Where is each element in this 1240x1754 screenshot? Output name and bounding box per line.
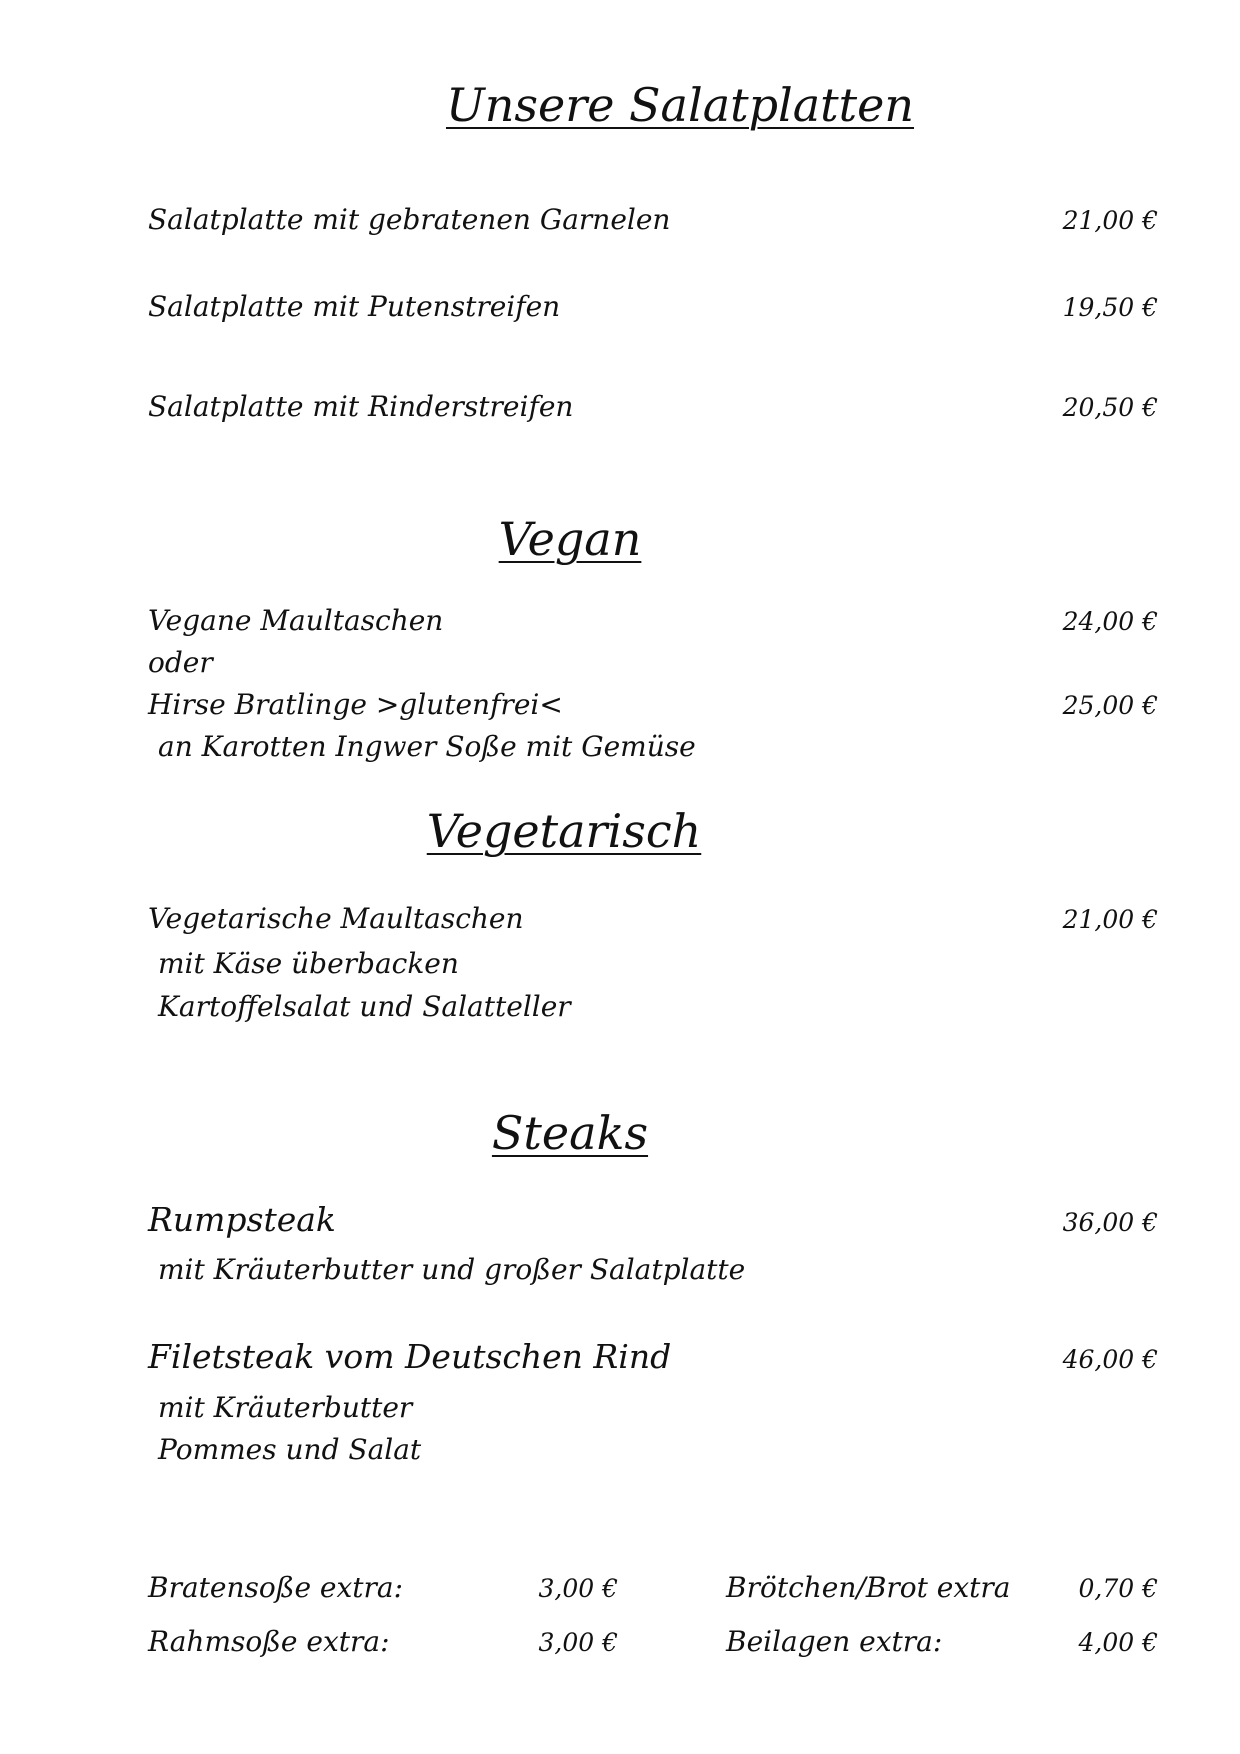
menu-item-name: Rumpsteak (148, 1200, 336, 1239)
menu-item-description: mit Kräuterbutter (158, 1391, 413, 1424)
menu-item-price: 20,50 € (1062, 393, 1158, 422)
menu-item-name: Salatplatte mit Rinderstreifen (148, 390, 574, 423)
section-title-vegan: Vegan (498, 512, 642, 566)
extra-name: Brötchen/Brot extra (726, 1571, 1011, 1604)
menu-item-or: oder (148, 646, 213, 679)
menu-item-price: 36,00 € (1062, 1208, 1158, 1237)
menu-item-description: mit Kräuterbutter und großer Salatplatte (158, 1253, 746, 1286)
extra-price: 0,70 € (1078, 1574, 1158, 1603)
menu-item-price: 21,00 € (1062, 905, 1158, 934)
extra-name: Bratensoße extra: (148, 1571, 404, 1604)
extra-price: 3,00 € (538, 1628, 618, 1657)
extra-price: 3,00 € (538, 1574, 618, 1603)
menu-item-description: mit Käse überbacken (158, 947, 459, 980)
menu-item-name: Filetsteak vom Deutschen Rind (148, 1337, 672, 1376)
menu-item-name: Vegetarische Maultaschen (148, 902, 524, 935)
menu-item-price: 25,00 € (1062, 691, 1158, 720)
menu-item-name: Vegane Maultaschen (148, 604, 444, 637)
menu-item-price: 21,00 € (1062, 206, 1158, 235)
menu-item-name: Salatplatte mit gebratenen Garnelen (148, 203, 671, 236)
extra-name: Rahmsoße extra: (148, 1625, 390, 1658)
menu-item-name: Hirse Bratlinge >glutenfrei< (148, 688, 563, 721)
menu-item-name: Salatplatte mit Putenstreifen (148, 290, 561, 323)
menu-item-price: 19,50 € (1062, 293, 1158, 322)
section-title-salatplatten: Unsere Salatplatten (445, 78, 915, 132)
menu-item-price: 24,00 € (1062, 607, 1158, 636)
menu-item-price: 46,00 € (1062, 1345, 1158, 1374)
section-title-steaks: Steaks (491, 1106, 649, 1160)
menu-item-description: Pommes und Salat (158, 1433, 422, 1466)
menu-item-description: Kartoffelsalat und Salatteller (158, 990, 571, 1023)
menu-item-description: an Karotten Ingwer Soße mit Gemüse (158, 730, 696, 763)
extra-name: Beilagen extra: (726, 1625, 943, 1658)
section-title-vegetarisch: Vegetarisch (426, 804, 702, 858)
extra-price: 4,00 € (1078, 1628, 1158, 1657)
